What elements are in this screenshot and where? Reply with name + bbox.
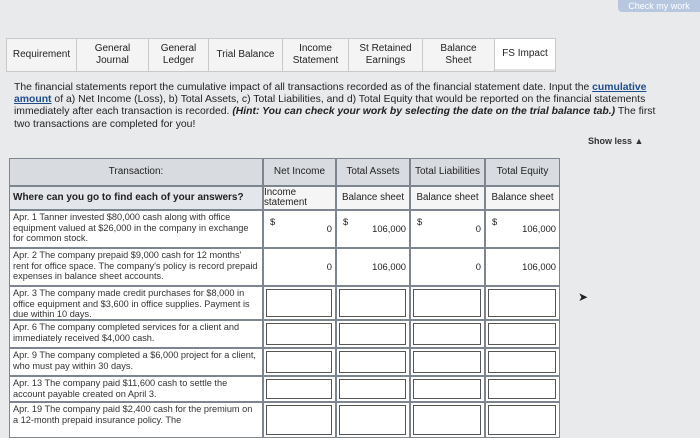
total-assets-input[interactable] <box>339 405 406 435</box>
net-income-cell <box>263 320 336 348</box>
net-income-input[interactable] <box>266 289 332 317</box>
where-label: Where can you go to find each of your answers? <box>9 186 263 210</box>
total-liabilities-amount: 0 <box>475 260 481 272</box>
total-equity-input[interactable] <box>488 323 556 345</box>
total-liabilities-amount: 0 <box>475 222 481 234</box>
total-assets-cell <box>336 286 410 320</box>
total-assets-cell <box>336 348 410 376</box>
total-assets-value <box>336 248 410 286</box>
src-net-income[interactable]: Income statement <box>263 186 336 210</box>
tab-general-ledger[interactable]: General Ledger <box>149 39 209 71</box>
net-income-amount: 0 <box>326 222 332 234</box>
instructions-part1: The financial statements report the cumulative impact of all transactions recorded as of the financial statement date. Input the <box>14 82 590 93</box>
net-income-cell <box>263 376 336 402</box>
dollar-sign: $ <box>492 216 498 227</box>
total-assets-cell <box>336 376 410 402</box>
tab-requirement[interactable]: Requirement <box>7 39 77 71</box>
total-liabilities-value <box>410 248 485 286</box>
table-row-desc: Apr. 13 The company paid $11,600 cash to settle the account payable created on April 3. <box>9 376 263 402</box>
dollar-sign: $ <box>417 216 423 227</box>
tab-income-statement[interactable]: Income Statement <box>283 39 349 71</box>
total-assets-input[interactable] <box>339 379 406 399</box>
table-row-desc: Apr. 19 The company paid $2,400 cash for the premium on a 12-month prepaid insurance policy. The <box>9 402 263 438</box>
col-total-liabilities-header: Total Liabilities <box>410 158 485 186</box>
tab-trial-balance[interactable]: Trial Balance <box>209 39 283 71</box>
net-income-value <box>263 248 336 286</box>
instructions-cumulative: cumulative amount <box>14 82 647 106</box>
show-less-link[interactable]: Show less ▲ <box>588 136 644 146</box>
total-equity-input[interactable] <box>488 351 556 373</box>
table-row-desc: Apr. 1 Tanner invested $80,000 cash along with office equipment valued at $26,000 in the company in exchange for common stock. <box>9 210 263 248</box>
total-assets-amount: 106,000 <box>372 260 406 272</box>
total-assets-cell <box>336 320 410 348</box>
total-assets-cell <box>336 402 410 438</box>
table-row-desc: Apr. 2 The company prepaid $9,000 cash for 12 months' rent for office space. The company's policy is record prepaid expenses in balance sheet accounts. <box>9 248 263 286</box>
total-liabilities-cell <box>410 320 485 348</box>
total-equity-input[interactable] <box>488 379 556 399</box>
src-total-equity[interactable]: Balance sheet <box>485 186 560 210</box>
net-income-amount: 0 <box>326 260 332 272</box>
total-liabilities-input[interactable] <box>413 289 481 317</box>
table-row-desc: Apr. 3 The company made credit purchases for $8,000 in office equipment and $3,600 in office supplies. Payment is due within 10 days. <box>9 286 263 320</box>
net-income-cell <box>263 348 336 376</box>
table-row-desc: Apr. 9 The company completed a $6,000 project for a client, who must pay within 30 days. <box>9 348 263 376</box>
table-row-desc: Apr. 6 The company completed services for a client and immediately received $4,000 cash. <box>9 320 263 348</box>
total-assets-value <box>336 210 410 248</box>
net-income-input[interactable] <box>266 351 332 373</box>
net-income-input[interactable] <box>266 323 332 345</box>
dollar-sign: $ <box>270 216 276 227</box>
total-liabilities-input[interactable] <box>413 405 481 435</box>
src-total-assets[interactable]: Balance sheet <box>336 186 410 210</box>
total-liabilities-cell <box>410 348 485 376</box>
col-total-equity-header: Total Equity <box>485 158 560 186</box>
total-equity-value <box>485 248 560 286</box>
total-assets-input[interactable] <box>339 351 406 373</box>
total-liabilities-input[interactable] <box>413 351 481 373</box>
tab-balance-sheet[interactable]: Balance Sheet <box>423 39 495 71</box>
tab-general-journal[interactable]: General Journal <box>77 39 149 71</box>
total-equity-cell <box>485 376 560 402</box>
total-equity-value <box>485 210 560 248</box>
tab-bar <box>6 38 556 72</box>
total-equity-amount: 106,000 <box>522 260 556 272</box>
check-my-work-button[interactable]: Check my work <box>618 0 700 12</box>
instructions-hint: (Hint: You can check your work by selecting the date on the trial balance tab.) <box>232 106 616 118</box>
col-total-assets-header: Total Assets <box>336 158 410 186</box>
net-income-input[interactable] <box>266 379 332 399</box>
net-income-cell <box>263 286 336 320</box>
total-equity-cell <box>485 402 560 438</box>
total-liabilities-value <box>410 210 485 248</box>
total-assets-input[interactable] <box>339 289 406 317</box>
net-income-value <box>263 210 336 248</box>
src-total-liabilities[interactable]: Balance sheet <box>410 186 485 210</box>
net-income-input[interactable] <box>266 405 332 435</box>
mouse-cursor-icon: ➤ <box>578 290 589 304</box>
total-liabilities-cell <box>410 286 485 320</box>
total-equity-input[interactable] <box>488 405 556 435</box>
col-transaction-header: Transaction: <box>9 158 263 186</box>
total-assets-amount: 106,000 <box>372 222 406 234</box>
total-equity-cell <box>485 348 560 376</box>
total-liabilities-input[interactable] <box>413 379 481 399</box>
instructions-part3: The first two transactions are completed for you! <box>14 106 656 130</box>
total-equity-amount: 106,000 <box>522 222 556 234</box>
total-liabilities-cell <box>410 376 485 402</box>
tab-st-retained-earnings[interactable]: St Retained Earnings <box>349 39 423 71</box>
total-equity-input[interactable] <box>488 289 556 317</box>
total-assets-input[interactable] <box>339 323 406 345</box>
col-net-income-header: Net Income <box>263 158 336 186</box>
total-equity-cell <box>485 320 560 348</box>
total-liabilities-cell <box>410 402 485 438</box>
dollar-sign: $ <box>343 216 349 227</box>
net-income-cell <box>263 402 336 438</box>
instructions-part2: of a) Net Income (Loss), b) Total Assets, c) Total Liabilities, and d) Total Equity that would be reported on the financial statements immediately after each transaction is recorded. <box>14 94 646 118</box>
tab-fs-impact[interactable]: FS Impact <box>495 39 555 71</box>
total-liabilities-input[interactable] <box>413 323 481 345</box>
instructions <box>14 82 664 131</box>
total-equity-cell <box>485 286 560 320</box>
